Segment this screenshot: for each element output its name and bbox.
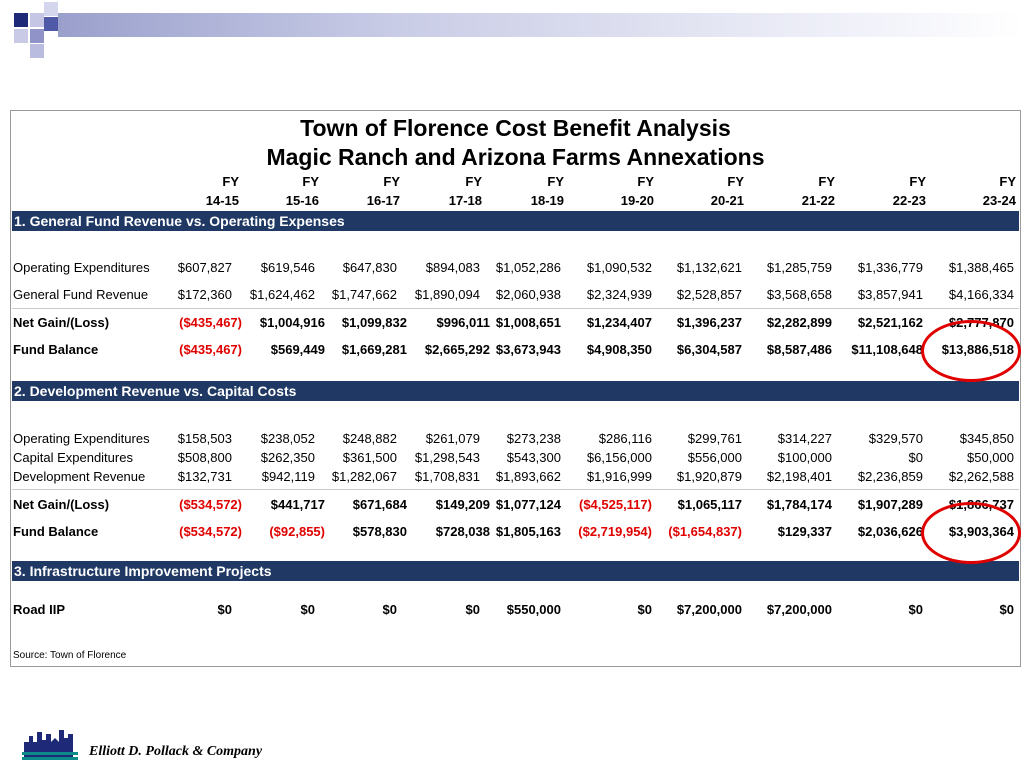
company-logo-icon — [22, 728, 78, 762]
row-label: Net Gain/(Loss) — [13, 315, 110, 330]
row-label: Operating Expenditures — [13, 260, 150, 275]
cell: $8,587,486 — [766, 342, 832, 357]
cell: $1,099,832 — [341, 315, 407, 330]
row-label: Development Revenue — [13, 469, 146, 484]
cell: $550,000 — [506, 602, 561, 617]
cell: $1,396,237 — [676, 315, 742, 330]
cell: $1,890,094 — [414, 287, 480, 302]
cell: $1,336,779 — [857, 260, 923, 275]
cell: $1,090,532 — [586, 260, 652, 275]
cell: $273,238 — [506, 431, 561, 446]
cell: $578,830 — [352, 524, 407, 539]
cost-benefit-table — [10, 110, 1021, 667]
cell: $2,262,588 — [948, 469, 1014, 484]
cell: $0 — [637, 602, 652, 617]
net-gain-row — [11, 315, 1020, 333]
cell: $619,546 — [260, 260, 315, 275]
cell: $508,800 — [177, 450, 232, 465]
section-heading-general-fund: 1. General Fund Revenue vs. Operating Expenses — [12, 211, 1019, 231]
cell: $1,234,407 — [586, 315, 652, 330]
cell: $149,209 — [435, 497, 490, 512]
cell: $361,500 — [342, 450, 397, 465]
cell: $1,708,831 — [414, 469, 480, 484]
fy-label: FY — [727, 174, 744, 189]
cell: $2,282,899 — [766, 315, 832, 330]
cell: $1,388,465 — [948, 260, 1014, 275]
table-subtitle: Magic Ranch and Arizona Farms Annexations — [266, 144, 765, 170]
cell: $129,337 — [777, 524, 832, 539]
cell: $1,052,286 — [495, 260, 561, 275]
year-header: 23-24 — [982, 193, 1016, 208]
cell-negative: ($435,467) — [179, 342, 242, 357]
year-header: 14-15 — [205, 193, 239, 208]
year-header: 21-22 — [801, 193, 835, 208]
fy-label: FY — [222, 174, 239, 189]
fy-label: FY — [465, 174, 482, 189]
cell: $13,886,518 — [941, 342, 1014, 357]
cell: $1,805,163 — [495, 524, 561, 539]
highlight-circle-development — [921, 502, 1021, 564]
cell: $2,521,162 — [857, 315, 923, 330]
cell: $728,038 — [435, 524, 490, 539]
company-name: Elliott D. Pollack & Company — [89, 744, 263, 759]
cell: $0 — [300, 602, 315, 617]
cell: $1,008,651 — [495, 315, 561, 330]
cell: $942,119 — [261, 469, 315, 484]
year-header: 18-19 — [530, 193, 564, 208]
road-iip-row — [11, 602, 1020, 620]
cell: $1,624,462 — [249, 287, 315, 302]
fy-label: FY — [999, 174, 1016, 189]
year-header: 15-16 — [285, 193, 319, 208]
row-label: Fund Balance — [13, 342, 99, 357]
fy-label: FY — [547, 174, 564, 189]
fy-label: FY — [818, 174, 835, 189]
cell: $1,298,543 — [414, 450, 480, 465]
cell-negative: ($534,572) — [179, 497, 242, 512]
corner-square-light-4 — [30, 44, 44, 58]
row-label: Net Gain/(Loss) — [13, 497, 110, 512]
cell: $1,065,117 — [677, 497, 742, 512]
corner-square-light-2 — [44, 2, 58, 16]
table-title: Town of Florence Cost Benefit Analysis — [300, 115, 731, 141]
year-header: 17-18 — [448, 193, 482, 208]
row-label: General Fund Revenue — [13, 287, 149, 302]
cell: $1,132,621 — [676, 260, 742, 275]
cell-negative: ($534,572) — [179, 524, 242, 539]
corner-square-mid-2 — [30, 29, 44, 43]
fy-label-row — [11, 174, 1020, 190]
cell: $286,116 — [598, 431, 652, 446]
cell: $996,011 — [436, 315, 490, 330]
table-row — [11, 287, 1020, 305]
fund-balance-row — [11, 524, 1020, 542]
cell: $0 — [999, 602, 1014, 617]
cell: $7,200,000 — [676, 602, 742, 617]
cell-negative: ($435,467) — [179, 315, 242, 330]
cell: $3,857,941 — [857, 287, 923, 302]
cell: $329,570 — [868, 431, 923, 446]
cell: $262,350 — [260, 450, 315, 465]
corner-square-light-1 — [30, 13, 44, 27]
fy-label: FY — [302, 174, 319, 189]
cell: $2,665,292 — [424, 342, 490, 357]
cell: $1,920,879 — [676, 469, 742, 484]
fy-year-row — [11, 193, 1020, 209]
divider — [12, 489, 1019, 490]
row-label: Road IIP — [13, 602, 66, 617]
table-row — [11, 431, 1020, 449]
cell: $607,827 — [177, 260, 232, 275]
corner-square-dark-1 — [14, 13, 28, 27]
cell: $1,077,124 — [495, 497, 561, 512]
cell: $261,079 — [425, 431, 480, 446]
cell: $314,227 — [777, 431, 832, 446]
header-gradient-bar — [58, 13, 1024, 37]
row-label: Capital Expenditures — [13, 450, 133, 465]
cell: $2,060,938 — [495, 287, 561, 302]
cell: $569,449 — [270, 342, 325, 357]
table-row — [11, 450, 1020, 468]
cell: $132,731 — [177, 469, 232, 484]
cell: $50,000 — [967, 450, 1014, 465]
year-header: 19-20 — [620, 193, 654, 208]
cell: $1,004,916 — [259, 315, 325, 330]
cell: $2,198,401 — [766, 469, 832, 484]
cell: $671,684 — [352, 497, 407, 512]
corner-square-mid-1 — [44, 17, 58, 31]
cell: $100,000 — [777, 450, 832, 465]
year-header: 22-23 — [892, 193, 926, 208]
cell: $0 — [465, 602, 480, 617]
section-heading-development: 2. Development Revenue vs. Capital Costs — [12, 381, 1019, 401]
cell: $1,669,281 — [341, 342, 407, 357]
net-gain-row — [11, 497, 1020, 515]
cell: $441,717 — [270, 497, 325, 512]
cell: $1,285,759 — [766, 260, 832, 275]
year-header: 20-21 — [710, 193, 744, 208]
cell: $3,673,943 — [495, 342, 561, 357]
cell: $4,908,350 — [586, 342, 652, 357]
cell: $894,083 — [425, 260, 480, 275]
cell: $2,777,870 — [948, 315, 1014, 330]
cell: $2,036,626 — [857, 524, 923, 539]
source-note: Source: Town of Florence — [13, 650, 127, 661]
cell: $0 — [382, 602, 397, 617]
fund-balance-row — [11, 342, 1020, 360]
section-heading-infrastructure: 3. Infrastructure Improvement Projects — [12, 561, 1019, 581]
cell: $1,916,999 — [586, 469, 652, 484]
cell: $2,324,939 — [586, 287, 652, 302]
cell: $158,503 — [177, 431, 232, 446]
cell: $2,236,859 — [857, 469, 923, 484]
cell: $6,304,587 — [676, 342, 742, 357]
cell: $0 — [908, 450, 923, 465]
fy-label: FY — [909, 174, 926, 189]
fy-label: FY — [637, 174, 654, 189]
cell: $543,300 — [506, 450, 561, 465]
cell: $1,907,289 — [857, 497, 923, 512]
cell: $299,761 — [687, 431, 742, 446]
cell: $6,156,000 — [586, 450, 652, 465]
divider — [12, 308, 1019, 309]
cell: $647,830 — [342, 260, 397, 275]
cell: $0 — [908, 602, 923, 617]
cell: $1,866,737 — [948, 497, 1014, 512]
table-row — [11, 469, 1020, 487]
cell: $238,052 — [260, 431, 315, 446]
cell: $172,360 — [177, 287, 232, 302]
row-label: Fund Balance — [13, 524, 99, 539]
cell: $1,747,662 — [331, 287, 397, 302]
cell-negative: ($1,654,837) — [668, 524, 742, 539]
cell: $556,000 — [687, 450, 742, 465]
cell: $1,784,174 — [766, 497, 832, 512]
cell: $11,108,648 — [851, 342, 923, 357]
cell: $248,882 — [342, 431, 397, 446]
cell-negative: ($4,525,117) — [578, 497, 652, 512]
cell: $1,893,662 — [495, 469, 561, 484]
highlight-circle-general-fund — [921, 320, 1021, 382]
fy-label: FY — [383, 174, 400, 189]
cell: $2,528,857 — [676, 287, 742, 302]
table-row — [11, 260, 1020, 278]
cell: $0 — [217, 602, 232, 617]
cell: $4,166,334 — [948, 287, 1014, 302]
cell-negative: ($92,855) — [269, 524, 325, 539]
row-label: Operating Expenditures — [13, 431, 150, 446]
cell: $1,282,067 — [331, 469, 397, 484]
year-header: 16-17 — [366, 193, 400, 208]
cell: $3,903,364 — [948, 524, 1014, 539]
cell: $7,200,000 — [766, 602, 832, 617]
cell-negative: ($2,719,954) — [578, 524, 652, 539]
corner-square-light-3 — [14, 29, 28, 43]
cell: $3,568,658 — [766, 287, 832, 302]
cell: $345,850 — [959, 431, 1014, 446]
